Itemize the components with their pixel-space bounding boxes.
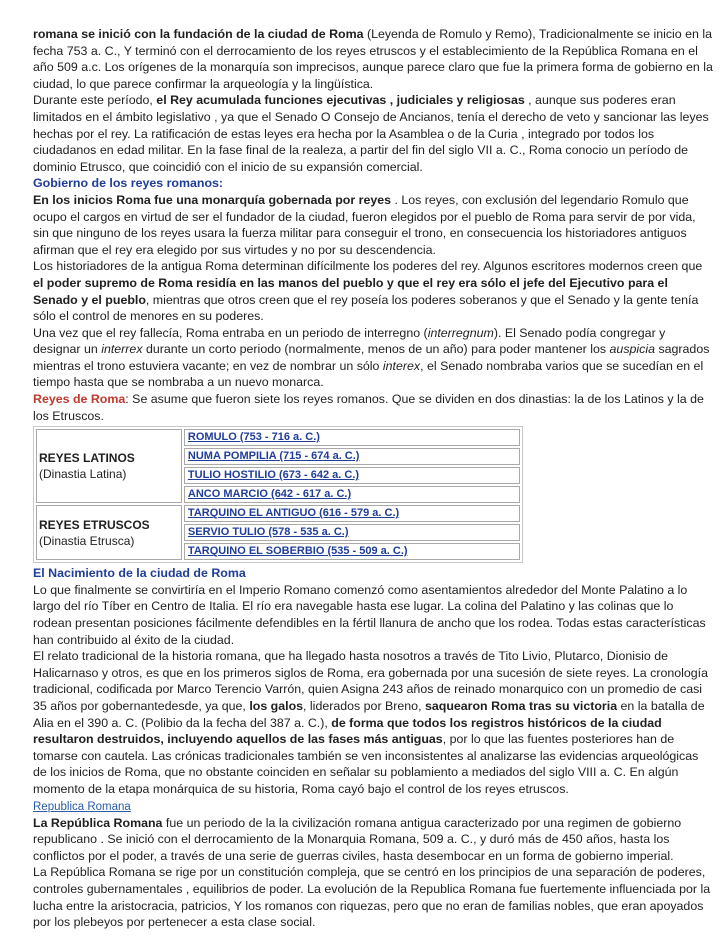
bold-phrase: saquearon Roma tras su victoria (424, 699, 618, 713)
document-page (33, 26, 713, 931)
heading-gobierno: Gobierno de los reyes romanos: (33, 176, 224, 191)
bold-phrase: de forma que todos los registros históricos de la ciudad resultaron destruidos, incluyendo aquellos de las fases más antiguas (33, 715, 662, 747)
bold-phrase: el Rey acumulada funciones ejecutivas , judiciales y religiosas (156, 93, 525, 108)
king-link-tulio-hostilio[interactable]: TULIO HOSTILIO (673 - 642 a. C.) (184, 467, 520, 484)
bold-phrase: el poder supremo de Roma residía en las manos del pueblo y que el rey era sólo el jefe del Ejecutivo para el Senado y el pueblo (33, 275, 668, 307)
paragraph-powers: Los historiadores de la antigua Roma determinan difícilmente los poderes del rey. Algunos escritores modernos creen que el poder supremo de Roma residía en las manos del pueblo y que el rey era sólo el jefe del Ejecutivo para el Senado y el pueblo, mientras que otros creen que el rey poseía los poderes soberanos y que el Senado y la gente tenía sólo el control de menores en su poderes. (33, 259, 703, 324)
dynasty-cell-latina: REYES LATINOS (Dinastia Latina) (36, 429, 182, 503)
king-link-anco-marcio[interactable]: ANCO MARCIO (642 - 617 a. C.) (184, 486, 520, 503)
king-link-tarquino-soberbio[interactable]: TARQUINO EL SOBERBIO (535 - 509 a. C.) (184, 543, 520, 560)
paragraph-reyes: Reyes de Roma: Se asume que fueron siete los reyes romanos. Que se dividen en dos dinastias: la de los Latinos y la de los Etruscos. (33, 392, 704, 423)
paragraph-republica: La República Romana fue un periodo de la la civilización romana antigua caracterizado por una regimen de gobierno republicano . Se inició con el derrocamiento de la Monarquia Romana, 509 a. C., y duró más de 450 años, hasta los conflictos por el poder, a través de una serie de guerras civiles, hasta desembocar en un forma de gobierno imperial. (33, 815, 682, 863)
bold-phrase: romana se inició con la fundación de la ciudad de Roma (33, 27, 364, 41)
etruscan-dynasty-row (36, 505, 520, 560)
king-link-numa[interactable]: NUMA POMPILIA (715 - 674 a. C.) (184, 448, 520, 465)
heading-nacimiento: El Nacimiento de la ciudad de Roma (33, 566, 246, 581)
latin-kings-cell (184, 429, 520, 503)
bold-phrase: los galos (249, 699, 304, 713)
king-link-romulo[interactable]: ROMULO (753 - 716 a. C.) (184, 429, 520, 446)
paragraph-constitucion: La República Romana se rige por un constitución compleja, que se centró en los principios de una separación de poderes, controles gubernamentales , equilibrios de poder. La evolución de la Republica Romana fue fuertemente influenciada por la lucha entre la aristocracia, patricios, Y los romanos con riquezas, pero que no eran de familias nobles, que eran apoyados por los plebeyos por pertenecer a esta clase social. (33, 865, 711, 930)
paragraph-palatino: Lo que finalmente se convirtiría en el Imperio Romano comenzó como asentamientos alrededor del Monte Palatino a lo largo del río Tíber en Centro de Italia. El río era navegable hasta ese lugar. La colina del Palatino y las colinas que lo rodean presentan posiciones fácilmente defendibles en la fértil llanura de ancho que los rodea. Todas estas características han contribuido al éxito de la ciudad. (33, 582, 706, 647)
paragraph-relato: El relato tradicional de la historia romana, que ha llegado hasta nosotros a través de Tito Livio, Plutarco, Dionisio de Halicarnaso y otros, es que en los primeros siglos de Roma, era gobernada por una sucesión de siete reyes. La cronología tradicional, codificada por Marco Terencio Varrón, quien Asigna 243 años de reinado monarquico con un promedio de casi 35 años por gobernantedesde, ya que, los galos, liderados por Breno, saquearon Roma tras su victoria en la batalla de Alia en el 390 a. C. (Polibio da la fecha del 387 a. C.), de forma que todos los registros históricos de la ciudad resultaron destruidos, incluyendo aquellos de las fases más antiguas, por lo que las fuentes posteriores han de tomarse con cautela. Las crónicas tradicionales también se ven inconsistentes al analizarse las evidencias arqueológicas de los inicios de Roma, que no obstante coinciden en señalar su poblamiento a mediados del siglo VIII a. C. En algún momento de la etapa monárquica de su historia, Roma cayó bajo el control de los reyes etruscos. (33, 649, 708, 796)
paragraph-monarchy: En los inicios Roma fue una monarquía gobernada por reyes . Los reyes, con exclusión del legendario Romulo que ocupo el cargos en virtud de ser el fundador de la ciudad, fueron elegidos por el pueblo de Roma para servir de por vida, sin que ninguno de los reyes usara la fuerza militar para conseguir el trono, en consecuencia los historiadores antiguos afirman que el rey era elegido por sus virtudes y no por su descendencia. (33, 192, 696, 257)
paragraph-period: Durante este período, el Rey acumulada funciones ejecutivas , judiciales y religiosas , aunque sus poderes eran limitados en el ámbito legislativo , ya que el Senado O Consejo de Ancianos, tenía el derecho de veto y sancionar las leyes hechas por el rey. La ratificación de estas leyes era hecha por la Asamblea o de la Curia , integrado por todos los ciudadanos en edad militar. En la fase final de la realeza, a partir del fin del siglo VII a. C., Roma conocio un período de dominio Etrusco, que coincidió con el inicio de su expansión comercial. (33, 93, 709, 174)
bold-phrase: En los inicios Roma fue una monarquía gobernada por reyes (33, 192, 392, 207)
etruscan-kings-cell (184, 505, 520, 560)
reyes-heading: Reyes de Roma (33, 392, 126, 407)
king-link-servio-tulio[interactable]: SERVIO TULIO (578 - 535 a. C.) (184, 524, 520, 541)
paragraph-origins: romana se inició con la fundación de la ciudad de Roma (Leyenda de Romulo y Remo), Tradicionalmente se inicio en la fecha 753 a. C., Y terminó con el derrocamiento de los reyes etruscos y el establecimiento de la República Romana en el año 509 a.c. Los orígenes de la monarquía son imprecisos, aunque parece claro que fue la primera forma de gobierno en la ciudad, lo que parece confirmar la arqueología y la lingüística. (33, 27, 713, 91)
bold-phrase: La República Romana (33, 815, 163, 830)
latin-dynasty-row (36, 429, 520, 503)
king-link-tarquino-antiguo[interactable]: TARQUINO EL ANTIGUO (616 - 579 a. C.) (184, 505, 520, 522)
link-republica-romana[interactable]: Republica Romana (33, 800, 131, 813)
dynasty-cell-etrusca: REYES ETRUSCOS (Dinastia Etrusca) (36, 505, 182, 560)
kings-table (33, 426, 523, 563)
paragraph-interregnum: Una vez que el rey fallecía, Roma entraba en un periodo de interregno (interregnum). El Senado podía congregar y designar un interrex durante un corto periodo (normalmente, menos de un año) para poder mantener los auspicia sagrados mientras el trono estuviera vacante; en vez de nombrar un sólo interex, el Senado nombraba varios que se sucedían en el tiempo hasta que se nombraba a un nuevo monarca. (33, 325, 710, 390)
